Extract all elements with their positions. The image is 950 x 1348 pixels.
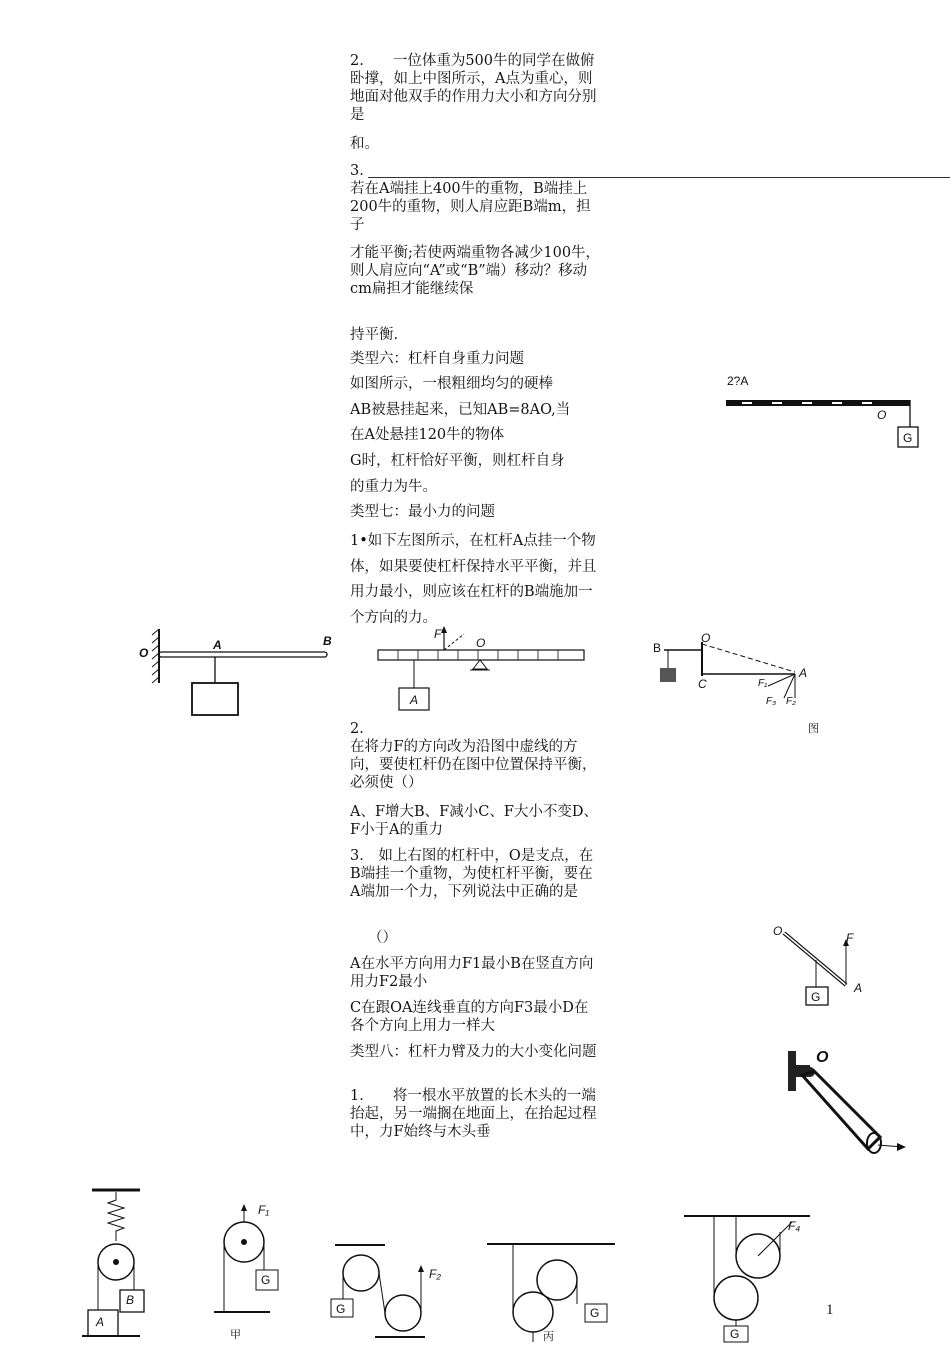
lever-right-f1-label: F₁: [758, 678, 768, 689]
pulley-b-label: B: [126, 1293, 135, 1307]
lever-middle-f-label: F: [434, 627, 442, 641]
pulley-f4-figure: [680, 1192, 815, 1344]
pulley-f4-g-label: G: [730, 1327, 740, 1341]
lever-middle-o-label: O: [476, 636, 486, 650]
incline-o-label: O: [773, 924, 783, 938]
pulley-bing-figure: [485, 1230, 620, 1344]
pulley-bing-g-label: G: [590, 1306, 600, 1320]
lever-right-o-label: O: [701, 631, 711, 645]
pulley-fixed-jia-figure: [210, 1200, 290, 1344]
type7-question-3-options-cd: C在跟OA连线垂直的方向F3最小D在各个方向上用力一样大: [350, 1000, 589, 1034]
lever-left-a-label: A: [213, 638, 222, 652]
type7-question-3-options-ab: A在水平方向用力F1最小B在竖直方向用力F2最小: [350, 956, 594, 990]
hanging-rod-figure: [722, 370, 922, 455]
rod-o-label: O: [877, 408, 887, 422]
section-type-7: 类型七：最小力的问题: [350, 504, 495, 520]
incline-g-label: G: [811, 990, 821, 1004]
type6-line-1: 如图所示，一根粗细均匀的硬棒: [350, 376, 553, 392]
rod-corner-label: 2?A: [727, 374, 749, 388]
type6-line-4: G时，杠杆恰好平衡，则杠杆自身: [350, 453, 565, 469]
type8-question-1: 1. 将一根水平放置的长木头的一端抬起，另一端搁在地面上，在抬起过程中，力F始终与木头垂: [350, 1088, 597, 1140]
type7-question-2-options: A、F增大B、F减小C、F大小不变D、F小于A的重力: [350, 804, 599, 838]
lever-left-b-label: B: [323, 634, 332, 648]
pulley-spring-figure: [80, 1180, 160, 1344]
log-lift-figure: [780, 1045, 910, 1160]
type6-line-5: 的重力为牛。: [350, 479, 437, 495]
lever-middle-a-label: A: [410, 693, 419, 707]
rod-g-label: G: [903, 431, 913, 445]
pulley-f2-label: F₂: [429, 1267, 441, 1281]
lever-left-o-label: O: [139, 646, 149, 660]
pulley-jia-caption: 甲: [230, 1329, 241, 1341]
question-3-part-c: 持平衡.: [350, 327, 399, 343]
type7-question-2-number: 2.: [350, 721, 364, 737]
type6-line-3: 在A处悬挂120牛的物体: [350, 427, 505, 443]
type7-question-2: 在将力F的方向改为沿图中虚线的方向，要使杠杆仍在图中位置保持平衡，必须使（）: [350, 739, 597, 791]
pulley-bing-caption: 丙: [543, 1331, 554, 1343]
lever-right-c-label: C: [698, 677, 707, 691]
pulley-f1-label: F₁: [258, 1203, 270, 1217]
question-2-500n: 2. 一位体重为500牛的同学在做俯卧撑，如上中图所示，A点为重心，则地面对他双手的作用力大小和方向分别是: [350, 53, 597, 123]
type7-question-3-paren: （）: [368, 930, 397, 946]
horizontal-rule: [368, 177, 950, 178]
question-3-part-b: 才能平衡;若使两端重物各减少100牛，则人肩应向“A”或“B”端）移动？移动cm扁担才能继续保: [350, 245, 601, 297]
section-type-8: 类型八：杠杆力臂及力的大小变化问题: [350, 1044, 597, 1060]
type7-question-3: 3. 如上右图的杠杆中，O是支点，在B端挂一个重物，为使杠杆平衡，要在A端加一个力，下列说法中正确的是: [350, 848, 594, 900]
pulley-combo-g-label: G: [336, 1302, 346, 1316]
lever-right-f3-label: F₃: [766, 696, 777, 707]
page-number: 1: [826, 1302, 834, 1318]
pulley-a-label: A: [96, 1315, 105, 1329]
lever-right-a-label: A: [799, 666, 808, 680]
lever-right-tag: 图: [808, 723, 819, 735]
lever-middle-figure: [372, 622, 592, 717]
lever-right-f2-label: F₂: [786, 696, 796, 707]
lever-left-figure: [135, 625, 345, 720]
lever-right-b-label: B: [653, 641, 662, 655]
type7-question-1: 1•如下左图所示，在杠杆A点挂一个物体，如果要使杠杆保持水平平衡，并且用力最小，则应该在杠杆的B端施加一个方向的力。: [350, 533, 597, 626]
question-3-part-a: 若在A端挂上400牛的重物，B端挂上200牛的重物，则人肩应距B端m，担子: [350, 181, 591, 233]
incline-lever-figure: [770, 925, 870, 1010]
log-o-label: O: [816, 1049, 829, 1066]
question-3-number: 3.: [350, 163, 364, 179]
lever-right-figure: [650, 628, 840, 738]
type6-line-2: AB被悬挂起来，已知AB=8AO,当: [350, 402, 571, 418]
pulley-f4-label: F₄: [788, 1219, 801, 1233]
question-2-tail: 和。: [350, 136, 379, 152]
incline-f-label: F: [846, 931, 854, 945]
section-type-6: 类型六：杠杆自身重力问题: [350, 351, 524, 367]
incline-a-label: A: [854, 981, 863, 995]
pulley-jia-g-label: G: [261, 1273, 271, 1287]
pulley-combo-figure: [325, 1225, 450, 1344]
